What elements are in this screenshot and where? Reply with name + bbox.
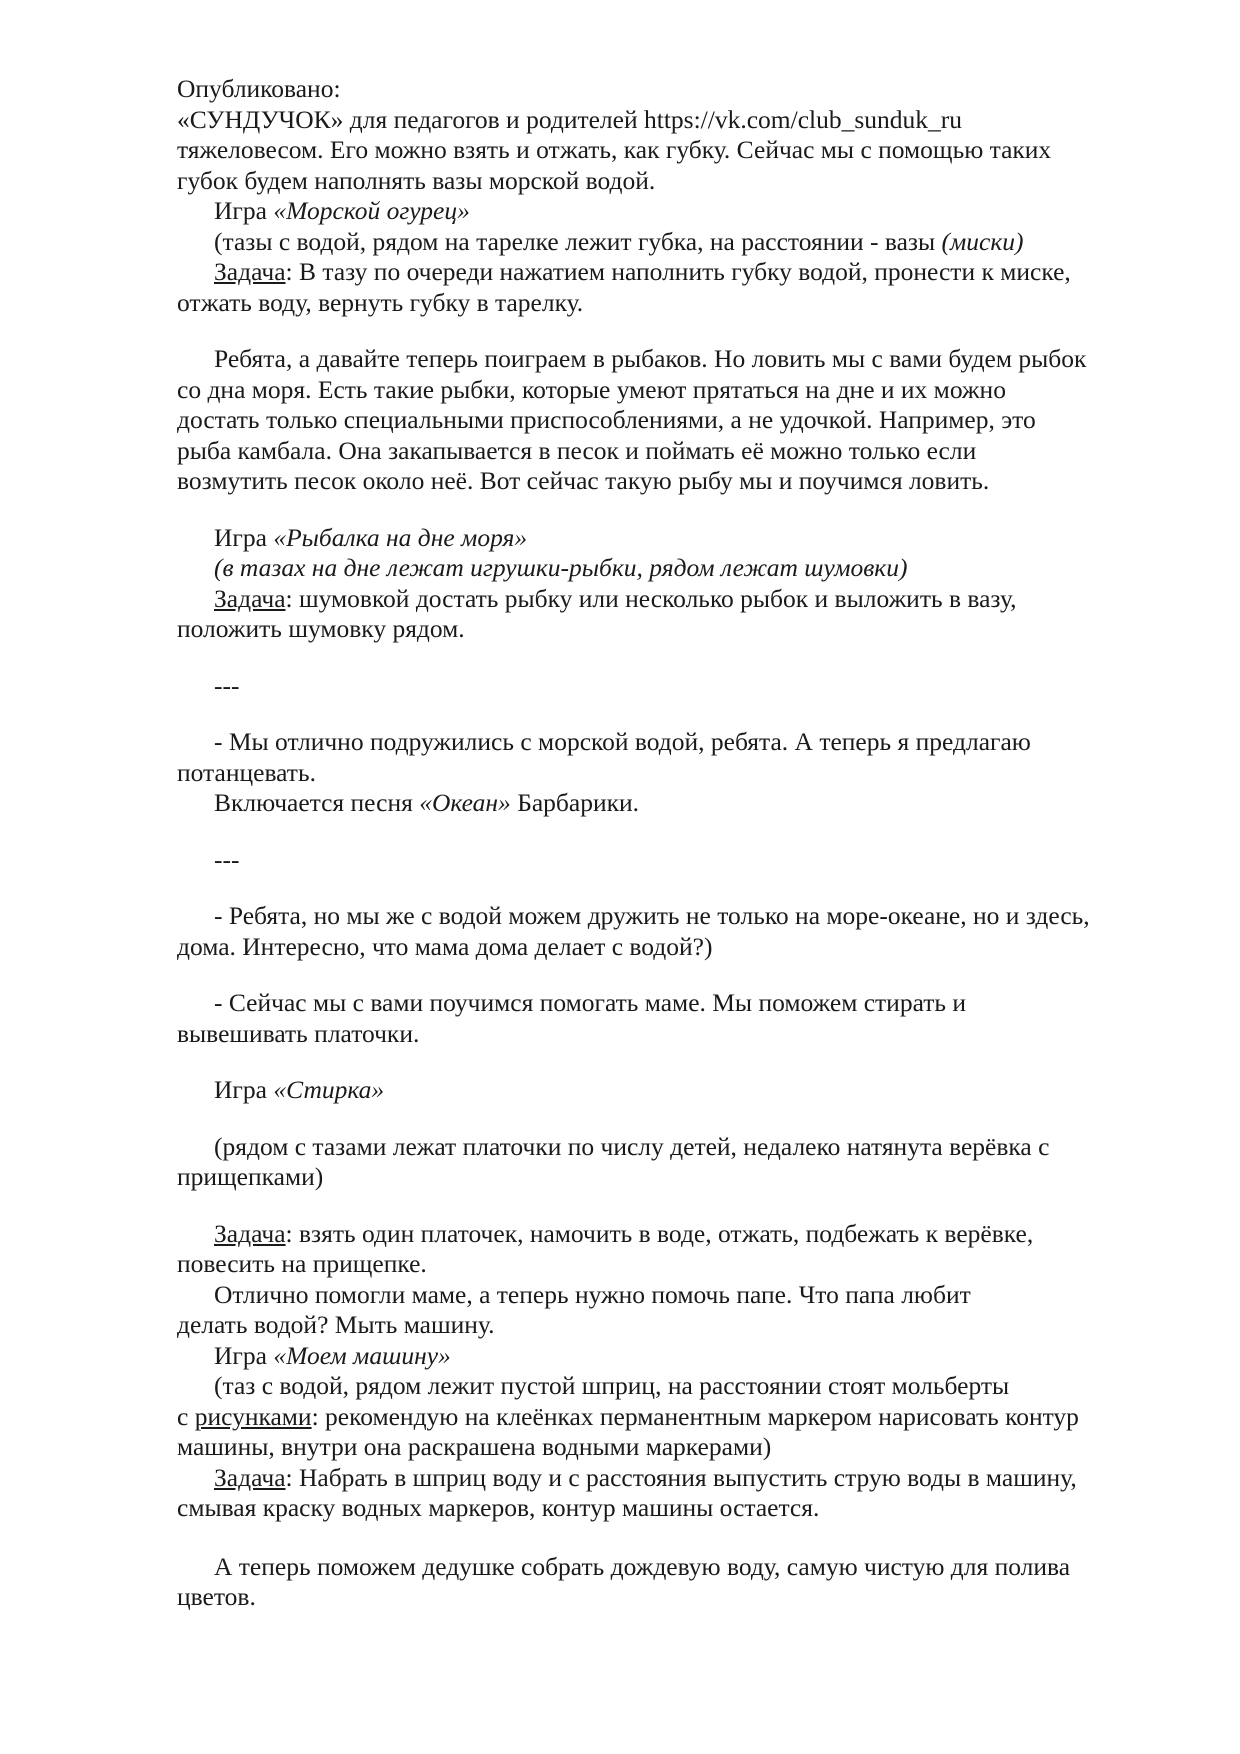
- paragraph-line: цветов.: [177, 1582, 256, 1611]
- paragraph-line: - Мы отлично подружились с морской водой, ребята. А теперь я предлагаю: [214, 727, 1031, 756]
- paragraph-line: Отлично помогли маме, а теперь нужно помочь папе. Что папа любит: [214, 1279, 971, 1309]
- paragraph-line: со дна моря. Есть такие рыбки, которые умеют прятаться на дне и их можно: [177, 374, 1006, 404]
- game-title: [177, 196, 1177, 227]
- task-label: Задача: [214, 1462, 286, 1492]
- paragraph-line: дома. Интересно, что мама дома делает с водой?): [177, 931, 713, 961]
- game-setup: (в тазах на дне лежат игрушки-рыбки, рядом лежат шумовки): [214, 553, 908, 582]
- paragraph-line: [177, 1402, 1177, 1433]
- setup-italic: (миски): [941, 226, 1024, 256]
- paragraph-line: А теперь поможем дедушке собрать дождевую воду, самую чистую для полива: [214, 1551, 1071, 1581]
- game-title: [177, 1341, 1177, 1372]
- song-line: [177, 788, 1177, 819]
- paragraph-line: положить шумовку рядом.: [177, 614, 465, 643]
- game-title: [177, 523, 1177, 554]
- song-name: «Океан»: [419, 788, 511, 817]
- paragraph-line: - Ребята, но мы же с водой можем дружить не только на море-океане, но и здесь,: [214, 901, 1090, 930]
- task-text: : Набрать в шприц воду и с расстояния выпустить струю воды в машину,: [285, 1462, 1077, 1492]
- paragraph-line: машины, внутри она раскрашена водными маркерами): [177, 1432, 772, 1461]
- document-page: [177, 74, 1177, 1613]
- game-setup: (рядом с тазами лежат платочки по числу детей, недалеко натянута верёвка с: [214, 1131, 1050, 1161]
- paragraph-line: рыба камбала. Она закапывается в песок и поймать её можно только если: [177, 435, 977, 465]
- source-url[interactable]: https://vk.com/club_sunduk_ru: [644, 104, 963, 134]
- game-name: «Стирка»: [273, 1075, 385, 1104]
- game-setup: (таз с водой, рядом лежит пустой шприц, на расстоянии стоят мольберты: [214, 1371, 1010, 1400]
- paragraph-line: прищепками): [177, 1162, 324, 1191]
- paragraph-line: вывешивать платочки.: [177, 1018, 420, 1048]
- paragraph-line: возмутить песок около неё. Вот сейчас такую рыбу мы и поучимся ловить.: [177, 466, 990, 495]
- paragraph-line: - Сейчас мы с вами поучимся помогать маме. Мы поможем стирать и: [214, 988, 967, 1017]
- source-name: «СУНДУЧОК» для педагогов и родителей: [177, 104, 638, 134]
- separator: ---: [214, 670, 240, 700]
- separator: ---: [214, 844, 240, 874]
- task-text: : В тазу по очереди нажатием наполнить губку водой, пронести к миске,: [285, 257, 1071, 286]
- task-label: Задача: [214, 257, 286, 286]
- task-label: Задача: [214, 1218, 286, 1248]
- setup-text: : рекомендую на клеёнках перманентным маркером нарисовать контур: [311, 1401, 1079, 1431]
- game-name: «Рыбалка на дне моря»: [273, 522, 528, 552]
- game-prefix: Игра: [214, 1075, 274, 1104]
- setup-prefix: с: [177, 1401, 195, 1431]
- game-task: [177, 1219, 1177, 1250]
- paragraph-line: смывая краску водных маркеров, контур машины остается.: [177, 1493, 820, 1522]
- setup-text: (тазы с водой, рядом на тарелке лежит губка, на расстоянии - вазы: [214, 226, 942, 256]
- game-name: «Моем машину»: [273, 1340, 451, 1370]
- song-suffix: Барбарики.: [510, 788, 639, 817]
- published-label: Опубликовано:: [177, 74, 341, 103]
- game-setup: [177, 227, 1177, 258]
- game-task: [177, 257, 1177, 288]
- paragraph-line: делать водой? Мыть машину.: [177, 1310, 495, 1339]
- paragraph-line: тяжеловесом. Его можно взять и отжать, как губку. Сейчас мы с помощью таких: [177, 135, 1052, 164]
- paragraph-line: отжать воду, вернуть губку в тарелку.: [177, 287, 584, 317]
- game-prefix: Игра: [214, 196, 274, 225]
- paragraph-line: достать только специальными приспособлениями, а не удочкой. Например, это: [177, 405, 1036, 434]
- task-text: : взять один платочек, намочить в воде, отжать, подбежать к верёвке,: [285, 1218, 1034, 1248]
- song-prefix: Включается песня: [214, 788, 420, 817]
- task-text: : шумовкой достать рыбку или несколько рыбок и выложить в вазу,: [285, 583, 1017, 613]
- game-task: [177, 1463, 1177, 1494]
- source-line: [177, 105, 1177, 136]
- game-prefix: Игра: [214, 1340, 274, 1370]
- game-name: «Морской огурец»: [273, 196, 470, 225]
- game-prefix: Игра: [214, 522, 274, 552]
- task-label: Задача: [214, 583, 286, 613]
- paragraph-line: губок будем наполнять вазы морской водой.: [177, 165, 656, 195]
- paragraph-line: Ребята, а давайте теперь поиграем в рыбаков. Но ловить мы с вами будем рыбок: [214, 344, 1087, 373]
- drawings-link[interactable]: рисунками: [194, 1401, 312, 1431]
- game-task: [177, 584, 1177, 615]
- paragraph-line: потанцевать.: [177, 757, 316, 787]
- paragraph-line: повесить на прищепке.: [177, 1249, 427, 1278]
- game-title: [177, 1075, 1177, 1106]
